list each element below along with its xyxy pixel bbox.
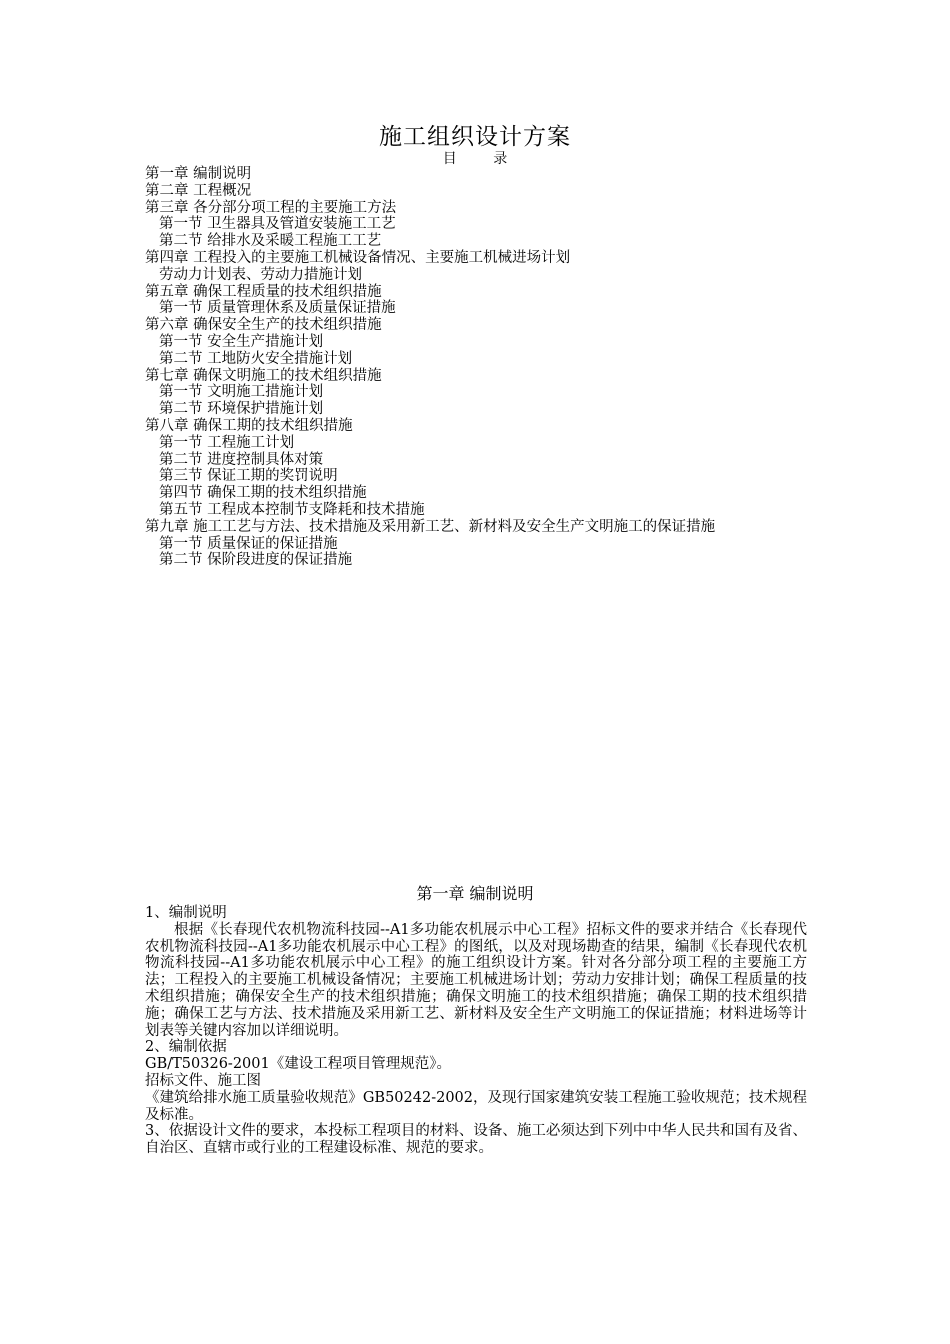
body-paragraph: 1、编制说明 bbox=[145, 905, 227, 921]
toc-item: 第三节 保证工期的奖罚说明 bbox=[159, 468, 338, 485]
toc-item: 第一章 编制说明 bbox=[145, 166, 252, 182]
toc-item: 第四章 工程投入的主要施工机械设备情况、主要施工机械进场计划 bbox=[145, 249, 571, 266]
body-paragraph: 3、依据设计文件的要求，本投标工程项目的材料、设备、施工必须达到下列中中华人民共和国有及省、自治区、直辖市或行业的工程建设标准、规范的要求。 bbox=[145, 1123, 807, 1157]
toc-item: 第一节 质量保证的保证措施 bbox=[159, 535, 338, 552]
document-title: 施工组织设计方案 bbox=[379, 124, 571, 150]
toc-item: 第一节 卫生器具及管道安装施工工艺 bbox=[159, 216, 396, 233]
toc-item: 第一节 工程施工计划 bbox=[159, 434, 295, 451]
toc-item: 第五节 工程成本控制节支降耗和技术措施 bbox=[159, 501, 425, 518]
chapter-body bbox=[145, 905, 807, 1157]
toc-heading: 目 录 bbox=[442, 151, 524, 167]
body-paragraph: 2、编制依据 bbox=[145, 1039, 227, 1056]
toc-item: 第六章 确保安全生产的技术组织措施 bbox=[145, 317, 382, 334]
toc-item: 第九章 施工工艺与方法、技术措施及采用新工艺、新材料及安全生产文明施工的保证措施 bbox=[145, 518, 716, 535]
body-paragraph: 《建筑给排水施工质量验收规范》GB50242-2002，及现行国家建筑安装工程施工验收规范；技术规程及标准。 bbox=[145, 1089, 807, 1123]
toc-item: 劳动力计划表、劳动力措施计划 bbox=[159, 266, 362, 283]
body-paragraph: GB/T50326-2001《建设工程项目管理规范》。 bbox=[145, 1056, 451, 1073]
chapter-title: 第一章 编制说明 bbox=[416, 884, 534, 903]
toc-item: 第七章 确保文明施工的技术组织措施 bbox=[145, 367, 382, 384]
toc-item: 第二节 给排水及采暖工程施工工艺 bbox=[159, 233, 382, 250]
toc-item: 第一节 质量管理休系及质量保证措施 bbox=[159, 300, 396, 317]
toc-item: 第一节 文明施工措施计划 bbox=[159, 384, 324, 401]
toc-item: 第八章 确保工期的技术组织措施 bbox=[145, 417, 353, 434]
body-paragraph: 根据《长春现代农机物流科技园--A1多功能农机展示中心工程》招标文件的要求并结合《长春现代农机物流科技园--A1多功能农机展示中心工程》的图纸，以及对现场勘查的结果，编制《长春现代农机物流科技园--A1多功能农机展示中心工程》的施工组织设计方案。针对各分部分项工程的主要施工方法；工程投入的主要施工机械设备情况；主要施工机械进场计划；劳动力安排计划；确保工程质量的技术组织措施；确保安全生产的技术组织措施；确保文明施工的技术组织措施；确保工期的技术组织措施；确保工艺与方法、技术措施及采用新工艺、新材料及安全生产文明施工的保证措施；材料进场等计划表等关键内容加以详细说明。 bbox=[145, 921, 807, 1039]
body-paragraph: 招标文件、施工图 bbox=[145, 1072, 261, 1089]
toc-item: 第五章 确保工程质量的技术组织措施 bbox=[145, 283, 382, 300]
toc-item: 第二节 环境保护措施计划 bbox=[159, 401, 324, 418]
toc-item: 第二节 工地防火安全措施计划 bbox=[159, 350, 353, 367]
toc-item: 第二节 保阶段进度的保证措施 bbox=[159, 552, 353, 569]
toc-item: 第四节 确保工期的技术组织措施 bbox=[159, 485, 367, 502]
toc-item: 第一节 安全生产措施计划 bbox=[159, 333, 324, 350]
toc-item: 第二章 工程概况 bbox=[145, 182, 252, 199]
table-of-contents bbox=[145, 166, 825, 569]
toc-item: 第二节 进度控制具体对策 bbox=[159, 451, 324, 468]
toc-item: 第三章 各分部分项工程的主要施工方法 bbox=[145, 199, 397, 216]
